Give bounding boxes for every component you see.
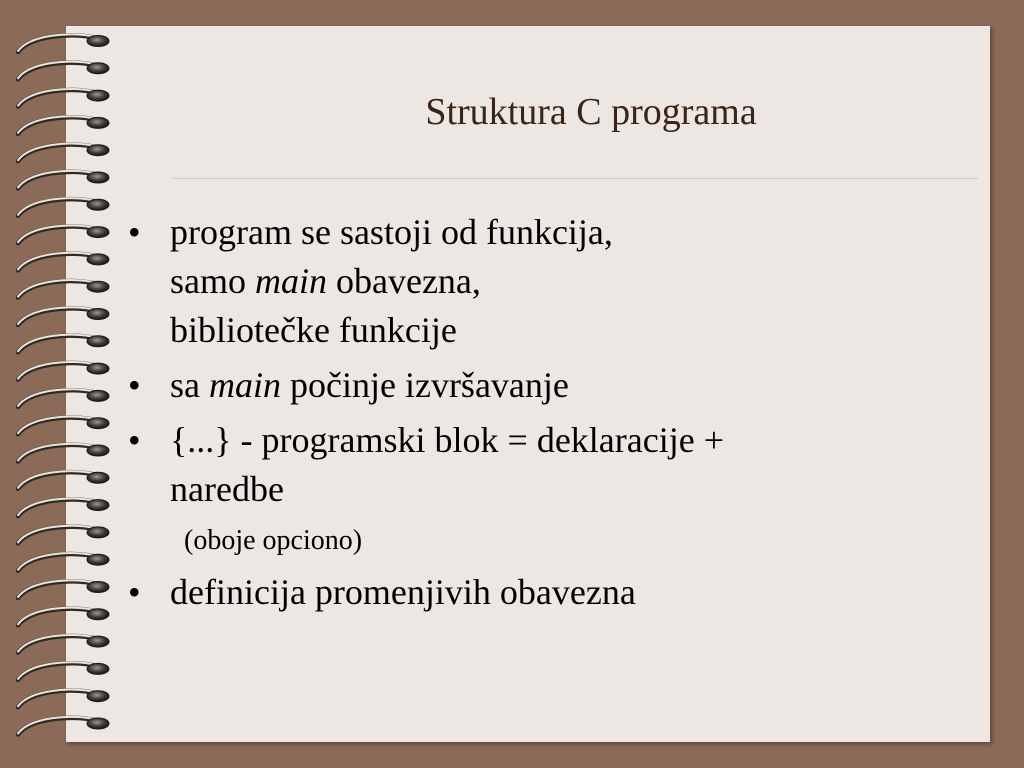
- bullet-item-2: [128, 361, 948, 410]
- spiral-coil: [18, 717, 109, 735]
- text-run: sa: [170, 365, 209, 405]
- spiral-coil: [18, 253, 109, 271]
- slide-page: [66, 26, 990, 742]
- spiral-coil: [18, 580, 109, 598]
- emphasized-keyword: main: [209, 365, 281, 405]
- bullet-list: [128, 208, 948, 617]
- emphasized-keyword: main: [255, 261, 327, 301]
- spiral-coil: [18, 662, 109, 680]
- spiral-coil: [18, 335, 109, 353]
- slide-title: Struktura C programa: [425, 91, 757, 133]
- slide-content: [128, 208, 948, 623]
- spiral-coil: [18, 526, 109, 544]
- spiral-coil: [18, 34, 109, 52]
- spiral-coil: [18, 553, 109, 571]
- bullet-line: [170, 361, 948, 410]
- bullet-item-1: [128, 208, 948, 355]
- spiral-coil: [18, 198, 109, 216]
- spiral-coil: [18, 171, 109, 189]
- spiral-binding: [0, 0, 140, 768]
- bullet-line: [170, 257, 948, 306]
- text-run: počinje izvršavanje: [281, 365, 569, 405]
- spiral-coil: [18, 116, 109, 134]
- spiral-coil: [18, 144, 109, 162]
- bullet-line: bibliotečke funkcije: [170, 310, 457, 350]
- bullet-line: • program se sastoji od funkcija,: [170, 212, 613, 252]
- spiral-coil: [18, 444, 109, 462]
- title-divider: [172, 178, 978, 179]
- spiral-coil: [18, 62, 109, 80]
- spiral-coil: [18, 389, 109, 407]
- sub-note: (oboje opciono): [184, 525, 363, 556]
- text-run: samo: [170, 261, 255, 301]
- text-run: obavezna,: [327, 261, 481, 301]
- spiral-coil: [18, 362, 109, 380]
- spiral-coil: [18, 280, 109, 298]
- spiral-coil: [18, 608, 109, 626]
- spiral-coil: [18, 471, 109, 489]
- bullet-line: • definicija promenjivih obavezna: [170, 572, 636, 612]
- spiral-coil: [18, 417, 109, 435]
- spiral-coil: [18, 89, 109, 107]
- bullet-line: naredbe: [170, 469, 284, 509]
- spiral-coil: [18, 498, 109, 516]
- spiral-coil: [18, 690, 109, 708]
- bullet-line: • {...} - programski blok = deklaracije +: [170, 420, 725, 460]
- spiral-coil: [18, 225, 109, 243]
- spiral-coil: [18, 307, 109, 325]
- spiral-coil: [18, 635, 109, 653]
- bullet-item-4: [128, 568, 948, 617]
- bullet-item-3: [128, 416, 948, 562]
